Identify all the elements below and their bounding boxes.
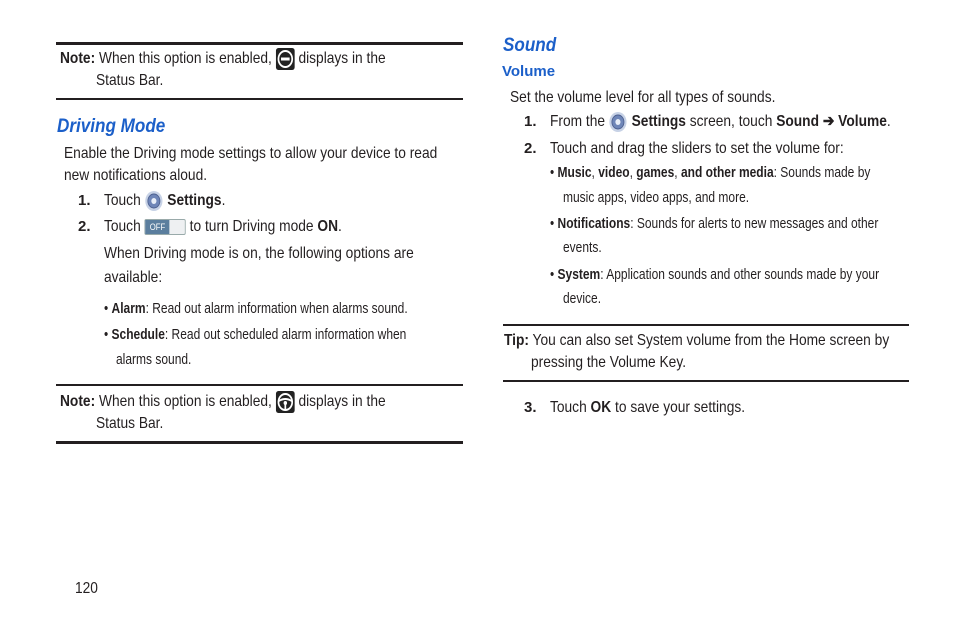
step1-text: Touch Settings. bbox=[104, 190, 225, 212]
r-step1-number: 1. bbox=[524, 113, 537, 130]
driving-mode-heading: Driving Mode bbox=[57, 116, 166, 137]
driving-intro-line1: Enable the Driving mode settings to allow your device to read bbox=[64, 145, 438, 162]
tip-line2: pressing the Volume Key. bbox=[531, 354, 687, 371]
r-step3-number: 3. bbox=[524, 399, 537, 416]
step2-follow-line1: When Driving mode is on, the following options are bbox=[104, 245, 414, 262]
note1-line2: Status Bar. bbox=[96, 72, 164, 89]
step1-number: 1. bbox=[78, 192, 91, 209]
r-step2-text: Touch and drag the sliders to set the volume for: bbox=[550, 140, 844, 157]
arrow-icon: ➔ bbox=[822, 113, 835, 131]
bullet-system: • System: Application sounds and other sounds made by your bbox=[550, 266, 880, 283]
step2-number: 2. bbox=[78, 218, 91, 235]
off-switch-icon: OFF bbox=[145, 219, 186, 235]
steering-wheel-icon bbox=[276, 391, 295, 413]
step2-text: Touch OFF to turn Driving mode ON. bbox=[104, 218, 342, 235]
volume-heading: Volume bbox=[502, 63, 556, 80]
bullet-music: • Music, video, games, and other media: Sounds made by bbox=[550, 164, 871, 181]
bullet-schedule-line2: alarms sound. bbox=[116, 351, 192, 368]
tip-line1: Tip: You can also set System volume from the Home screen by bbox=[504, 332, 890, 349]
note1-top-rule bbox=[56, 42, 463, 45]
note-label: Note: bbox=[60, 50, 96, 68]
sound-heading: Sound bbox=[503, 35, 557, 56]
r-step2-number: 2. bbox=[524, 140, 537, 157]
bullet-alarm: • Alarm: Read out alarm information when alarms sound. bbox=[104, 300, 408, 317]
tip-label: Tip: bbox=[504, 332, 529, 349]
bullet-music-line2: music apps, video apps, and more. bbox=[563, 189, 750, 206]
volume-intro: Set the volume level for all types of sounds. bbox=[510, 89, 776, 106]
tip-top-rule bbox=[503, 324, 909, 326]
bullet-notifications-line2: events. bbox=[563, 239, 602, 256]
no-entry-icon bbox=[276, 48, 295, 70]
note2-bottom-rule bbox=[56, 441, 463, 444]
r-step3-text: Touch OK to save your settings. bbox=[550, 399, 746, 416]
driving-intro-line2: new notifications aloud. bbox=[64, 167, 208, 184]
bullet-notifications: • Notifications: Sounds for alerts to new messages and other bbox=[550, 215, 879, 232]
bullet-system-line2: device. bbox=[563, 290, 602, 307]
bullet-schedule: • Schedule: Read out scheduled alarm information when bbox=[104, 326, 407, 343]
note2-top-rule bbox=[56, 384, 463, 386]
note2-line1: Note: When this option is enabled, displays in the bbox=[60, 391, 386, 413]
tip-bottom-rule bbox=[503, 380, 909, 382]
settings-gear-icon bbox=[145, 190, 164, 212]
note-label: Note: bbox=[60, 393, 96, 411]
note2-line2: Status Bar. bbox=[96, 415, 164, 432]
settings-gear-icon bbox=[609, 111, 628, 133]
page-number: 120 bbox=[75, 580, 98, 597]
note1-bottom-rule bbox=[56, 98, 463, 100]
r-step1-text: From the Settings screen, touch Sound ➔ Volume. bbox=[550, 111, 891, 133]
note1-line1: Note: When this option is enabled, displays in the bbox=[60, 48, 386, 70]
step2-follow-line2: available: bbox=[104, 269, 163, 286]
